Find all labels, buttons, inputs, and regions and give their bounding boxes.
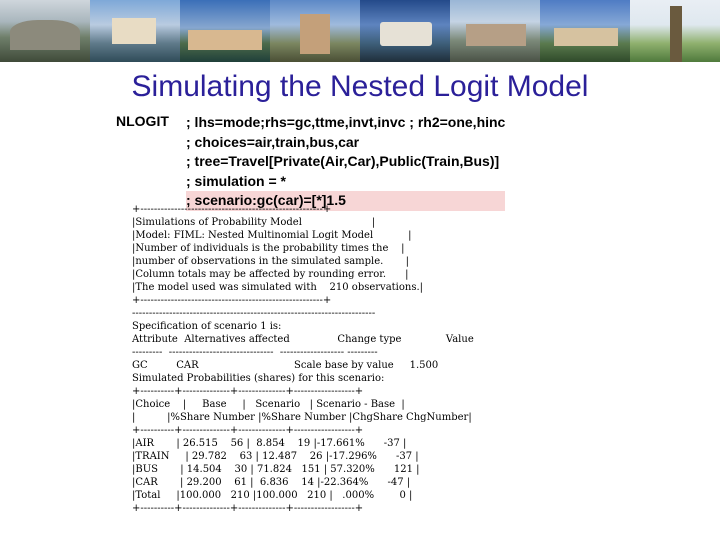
photo-banner <box>0 0 720 62</box>
photo-lake-bay <box>540 0 630 62</box>
command-line-highlighted: ; scenario:gc(car)=[*]1.5 <box>186 191 505 211</box>
output-line: |Total |100.000 210 |100.000 210 | .000% 0 | <box>132 490 413 501</box>
photo-lake-night <box>360 0 450 62</box>
output-line: ------------------------------------------------------------------------ <box>132 308 376 319</box>
output-line: GC CAR Scale base by value 1.500 <box>132 360 439 371</box>
command-line: ; choices=air,train,bus,car <box>186 133 360 150</box>
slide-title: Simulating the Nested Logit Model <box>131 70 589 103</box>
photo-palm-tree <box>630 0 720 62</box>
output-line: |Choice | Base | Scenario | Scenario - Base | <box>132 399 405 410</box>
photo-hillside-church <box>270 0 360 62</box>
output-line: |Number of individuals is the probability times the | <box>132 243 405 254</box>
output-line: --------- ------------------------------- ------------------- --------- <box>132 347 378 358</box>
output-line: Simulated Probabilities (shares) for this scenario: <box>132 373 385 384</box>
command-label: NLOGIT <box>116 113 169 129</box>
output-line: +----------+--------------+--------------+------------------+ <box>132 503 364 514</box>
output-line: +------------------------------------------------------+ <box>132 204 332 215</box>
photo-lake-village <box>450 0 540 62</box>
output-line: |Column totals may be affected by rounding error. | <box>132 269 409 280</box>
simulation-output <box>132 203 632 515</box>
command-line: ; simulation = * <box>186 172 286 189</box>
command-line: ; lhs=mode;rhs=gc,ttme,invt,invc ; rh2=one,hinc <box>186 114 506 130</box>
output-line: |Simulations of Probability Model | <box>132 217 376 228</box>
command-block <box>186 113 505 211</box>
output-line: +----------+--------------+--------------+------------------+ <box>132 425 364 436</box>
output-line: |number of observations in the simulated sample. | <box>132 256 409 267</box>
output-line: | |%Share Number |%Share Number |ChgShare ChgNumber| <box>132 412 472 423</box>
output-line: |The model used was simulated with 210 observations.| <box>132 282 424 293</box>
output-line: Specification of scenario 1 is: <box>132 321 282 332</box>
output-line: +----------+--------------+--------------+------------------+ <box>132 386 364 397</box>
output-line: Attribute Alternatives affected Change type Value <box>132 334 474 345</box>
photo-harbor <box>180 0 270 62</box>
output-line: |AIR | 26.515 56 | 8.854 19 |-17.661% -37 | <box>132 438 407 449</box>
output-line: |CAR | 29.200 61 | 6.836 14 |-22.364% -47 | <box>132 477 411 488</box>
output-line: +------------------------------------------------------+ <box>132 295 332 306</box>
output-line: |BUS | 14.504 30 | 71.824 151 | 57.320% 121 | <box>132 464 420 475</box>
photo-waterfront-buildings <box>90 0 180 62</box>
output-line: |Model: FIML: Nested Multinomial Logit Model | <box>132 230 412 241</box>
output-line: |TRAIN | 29.782 63 | 12.487 26 |-17.296% -37 | <box>132 451 419 462</box>
command-line: ; tree=Travel[Private(Air,Car),Public(Train,Bus)] <box>186 153 500 169</box>
photo-lakeside-town <box>0 0 90 62</box>
